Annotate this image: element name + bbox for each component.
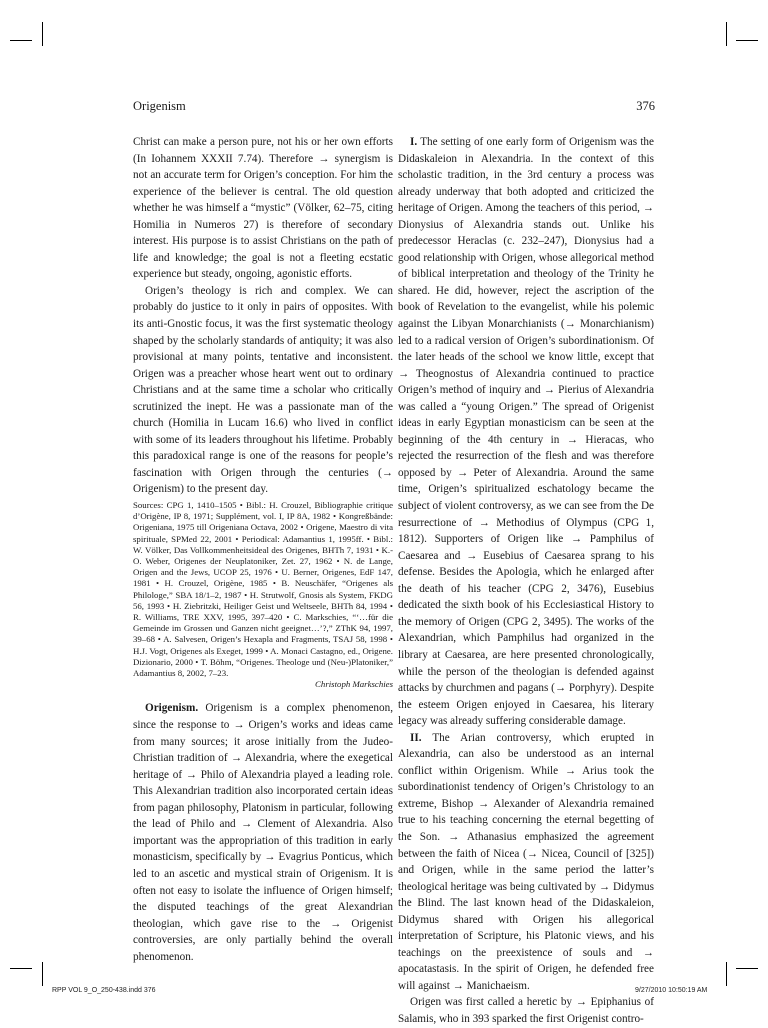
entry-paragraph: [133, 700, 393, 965]
paragraph: Origen’s theology is rich and complex. We can probably do justice to it only in pairs of opposites. With its anti-Gnostic focus, it was the first systematic theology shaped by the scholarly standards of antiquity; it was also provisional at many points, tentative and inconsistent. Origen was a preacher whose heart went out to ordinary Christians and at the same time a scholar who critically scrutinized the inept. He was a passionate man of the church (Homilia in Lucam 16.6) who lived in conflict with some of its leaders throughout his lifetime. Probably this paradoxical range is one of the reasons for people’s fascination with Origen through the centuries (→ Origenism) to the present day.: [133, 284, 393, 496]
crop-mark-bottom-right-v: [726, 962, 727, 986]
section-paragraph: [398, 730, 654, 995]
page-number: 376: [636, 99, 655, 113]
paragraph: Christ can make a person pure, not his or her own efforts (In Iohannem XXXII 7.74). Therefore → synergism is not an accurate term for Origen’s conception. For him the experience of the believer is central. The old question whether he was himself a “mystic” (Völker, 62–75, citing Homilia in Numeros 27) is therefore of secondary interest. His purpose is to assist Christians on the path of life and knowledge; the goal is not a fleeting ecstatic experience but steady, ongoing, agonistic efforts.: [133, 136, 393, 281]
entry-text: Origenism is a complex phenomenon, since the response to → Origen’s works and ideas came from many sources; it arose initially from the Judeo-Christian tradition of → Alexandria, where the exegetical heritage of → Philo of Alexandria played a leading role. This Alexandrian tradition also incorporated certain ideas from pagan philosophy, Platonism in particular, following the lead of Philo and → Clement of Alexandria. Also important was the appropriation of this tradition in early monasticism, specifically by → Evagrius Ponticus, which led to an ascetic and mystical strain of Origenism. It is often not easy to isolate the influence of Origen himself; the disputed teachings of the great Alexandrian theologian, which gave rise to the → Origenist controversies, are only partially behind the overall phenomenon.: [133, 702, 393, 963]
footer-timestamp: 9/27/2010 10:50:19 AM: [635, 987, 708, 994]
crop-mark-top-left-h: [10, 40, 32, 41]
running-head-title: Origenism: [133, 99, 186, 113]
section-text: The Arian controversy, which erupted in Alexandria, can also be understood as an internal conflict within Origenism. While → Arius took the subordinationist tendency of Origen’s Christology to an extreme, Bishop → Alexander of Alexandria remained true to his teaching concerning the eternal begetting of the Son. → Athanasius emphasized the agreement between the faith of Nicea (→ Nicea, Council of [325]) and Origen, while in the same period the latter’s theological heritage was being cultivated by → Didymus the Blind. The last known head of the Didaskaleion, Didymus shared with Origen his allegorical interpretation of Scripture, his Platonic views, and his teachings on the preexistence of souls and → apocatastasis. In the spirit of Origen, he defended free will against → Manichaeism.: [398, 731, 654, 992]
paragraph: Origen was first called a heretic by → Epiphanius of Salamis, who in 393 sparked the first Origenist contro-: [398, 996, 654, 1025]
crop-mark-bottom-left-h: [10, 968, 32, 969]
bibliography: Sources: CPG 1, 1410–1505 • Bibl.: H. Crouzel, Bibliographie critique d’Origène, IP 8, 1971; Supplément, vol. I, IP 8A, 1982 • Kongreßbände: Origeniana, 1975 till Origeniana Octava, 2002 • Origene, Maestro di vita spirituale, SPMed 22, 2001 • Periodical: Adamantius 1, 1995ff. • Bibl.: W. Völker, Das Vollkommenheitsideal des Origenes, BHTh 7, 1931 • K.-O. Weber, Origenes der Neuplatoniker, Zet. 27, 1962 • N. de Lange, Origen and the Jews, UCOP 25, 1976 • U. Berner, Origenes, EdF 147, 1981 • H. Crouzel, Origène, 1985 • B. Neuschäfer, “Origenes als Philologe,” SBA 18/1–2, 1987 • H. Strutwolf, Gnosis als System, FKDG 56, 1993 • H. Ziebritzki, Heiliger Geist und Weltseele, BHTh 84, 1994 • R. Williams, TRE XXV, 1995, 397–420 • C. Markschies, “‘…für die Gemeinde im Grossen und Ganzen nicht geeignet…’?,” ZThK 94, 1997, 39–68 • A. Salvesen, Origen’s Hexapla and Fragments, TSAJ 58, 1998 • H.J. Vogt, Origenes als Exeget, 1999 • A. Monaci Castagno, ed., Origene. Dizionario, 2000 • T. Böhm, “Origenes. Theologe und (Neu-)Platoniker,” Adamantius 8, 2002, 7–23.: [133, 500, 393, 679]
section-text: The setting of one early form of Origenism was the Didaskaleion in Alexandria. In the context of this scholastic tradition, in the 3rd century a process was already underway that both adopted and criticized the heritage of Origen. Among the teachers of this period, → Dionysius of Alexandria stands out. Unlike his predecessor Heraclas (c. 232–247), Dionysius had a good relationship with Origen, whose allegorical method of biblical interpretation and theology of the Trinity he shared. He did, however, reject the ascription of the book of Revelation to the evangelist, while his polemic against the Libyan Monarchianists (→ Monarchianism) led to a radical version of Origen’s subordinationism. Of the later heads of the school we know little, except that → Theognostus of Alexandria continued to practice Origen’s method of inquiry and → Pierius of Alexandria was called a “young Origen.” The spread of Origenist ideas in early Egyptian monasticism can be seen at the beginning of the 4th century in → Hieracas, who rejected the resurrection of the flesh and was therefore opposed by → Peter of Alexandria. Around the same time, Origen’s spiritualized eschatology became the subject of violent controversy, as we can see from the De resurrectione of → Methodius of Olympus (CPG 1, 1812). Supporters of Origen like → Pamphilus of Caesarea and → Eusebius of Caesarea sprang to his defense. Besides the Apologia, which he enlarged after the death of his teacher (CPG 2, 3476), Eusebius dedicated the sixth book of his Ecclesiastical History to the memory of Origen (CPG 2, 3495). The works of the Alexandrian, which Pamphilus had organized in the library at Caesarea, are here presented chronologically, while the person of the theologian is defended against attacks by churchmen and pagans (→ Porphyry). Despite the esteem Origen enjoyed in Caesarea, his literary legacy was already suffering considerable damage.: [398, 136, 654, 728]
section-paragraph: [398, 134, 654, 730]
footer-filename: RPP VOL 9_O_250-438.indd 376: [52, 987, 156, 994]
section-label: I.: [410, 136, 418, 148]
crop-mark-bottom-right-h: [736, 968, 758, 969]
crop-mark-top-right-h: [736, 40, 758, 41]
crop-mark-top-left-v: [42, 22, 43, 46]
right-column: [398, 134, 654, 1028]
left-column: [133, 134, 393, 965]
entry-heading: Origenism.: [145, 702, 199, 715]
article-author: Christoph Markschies: [315, 679, 393, 690]
section-label: II.: [410, 731, 422, 744]
crop-mark-top-right-v: [726, 22, 727, 46]
crop-mark-bottom-left-v: [42, 962, 43, 986]
